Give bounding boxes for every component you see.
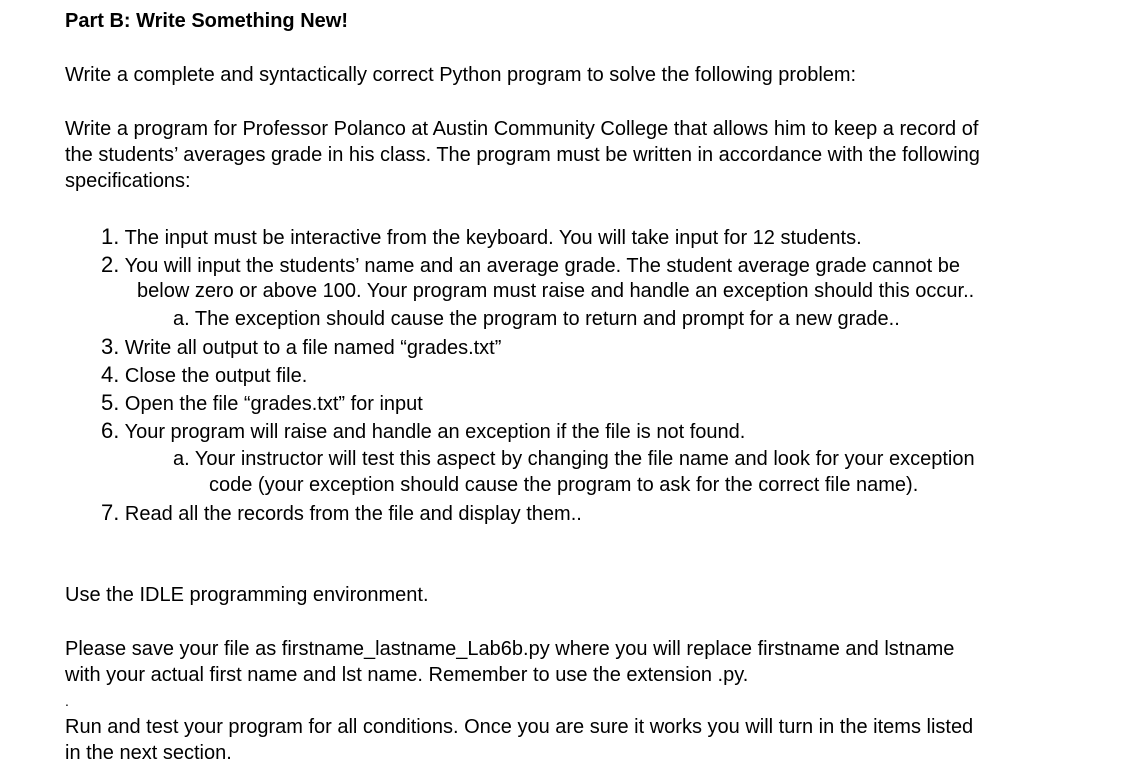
testing-line-2: in the next section. bbox=[65, 742, 232, 764]
spec-number: 3. bbox=[101, 334, 120, 359]
spec-text: You will input the students’ name and an average grade. The student average grade cannot be bbox=[124, 255, 960, 277]
spec-number: 4. bbox=[101, 362, 120, 387]
spec-number: 5. bbox=[101, 390, 120, 415]
spec-text: The exception should cause the program to return and prompt for a new grade.. bbox=[194, 308, 900, 330]
stray-period: . bbox=[65, 693, 69, 709]
save-instructions-line-2: with your actual first name and lst name. Remember to use the extension .py. bbox=[65, 664, 749, 686]
spec-item-2a bbox=[173, 307, 900, 331]
spec-item-4 bbox=[101, 363, 307, 388]
description-line-2: the students’ averages grade in his class. The program must be written in accordance with the following bbox=[65, 144, 980, 166]
spec-item-1 bbox=[101, 225, 862, 250]
spec-text: Your program will raise and handle an exception if the file is not found. bbox=[124, 421, 746, 443]
intro-paragraph: Write a complete and syntactically correct Python program to solve the following problem: bbox=[65, 64, 857, 86]
spec-item-5 bbox=[101, 391, 423, 416]
description-line-3: specifications: bbox=[65, 170, 191, 192]
spec-number: 6. bbox=[101, 418, 120, 443]
spec-item-2 bbox=[101, 253, 960, 278]
environment-note: Use the IDLE programming environment. bbox=[65, 584, 429, 606]
page-heading: Part B: Write Something New! bbox=[65, 10, 348, 32]
spec-text: Open the file “grades.txt” for input bbox=[124, 393, 423, 415]
spec-text: Close the output file. bbox=[124, 365, 308, 387]
spec-number: 2. bbox=[101, 252, 120, 277]
spec-item-6a bbox=[173, 447, 975, 471]
spec-item-6 bbox=[101, 419, 745, 444]
spec-item-3 bbox=[101, 335, 501, 360]
spec-text: Your instructor will test this aspect by changing the file name and look for your exception bbox=[194, 448, 975, 470]
spec-item-2-continuation: below zero or above 100. Your program must raise and handle an exception should this occur.. bbox=[137, 280, 975, 302]
spec-letter: a. bbox=[173, 308, 190, 330]
spec-text: Write all output to a file named “grades.txt” bbox=[124, 337, 502, 359]
spec-item-6a-continuation: code (your exception should cause the program to ask for the correct file name). bbox=[209, 474, 919, 496]
spec-text: Read all the records from the file and display them.. bbox=[124, 503, 582, 525]
spec-text: The input must be interactive from the keyboard. You will take input for 12 students. bbox=[124, 227, 862, 249]
description-line-1: Write a program for Professor Polanco at Austin Community College that allows him to keep a record of bbox=[65, 118, 979, 140]
spec-letter: a. bbox=[173, 448, 190, 470]
spec-number: 7. bbox=[101, 500, 120, 525]
spec-item-7 bbox=[101, 501, 582, 526]
spec-number: 1. bbox=[101, 224, 120, 249]
save-instructions-line-1: Please save your file as firstname_lastname_Lab6b.py where you will replace firstname and lstname bbox=[65, 638, 955, 660]
testing-line-1: Run and test your program for all conditions. Once you are sure it works you will turn in the items listed bbox=[65, 716, 974, 738]
